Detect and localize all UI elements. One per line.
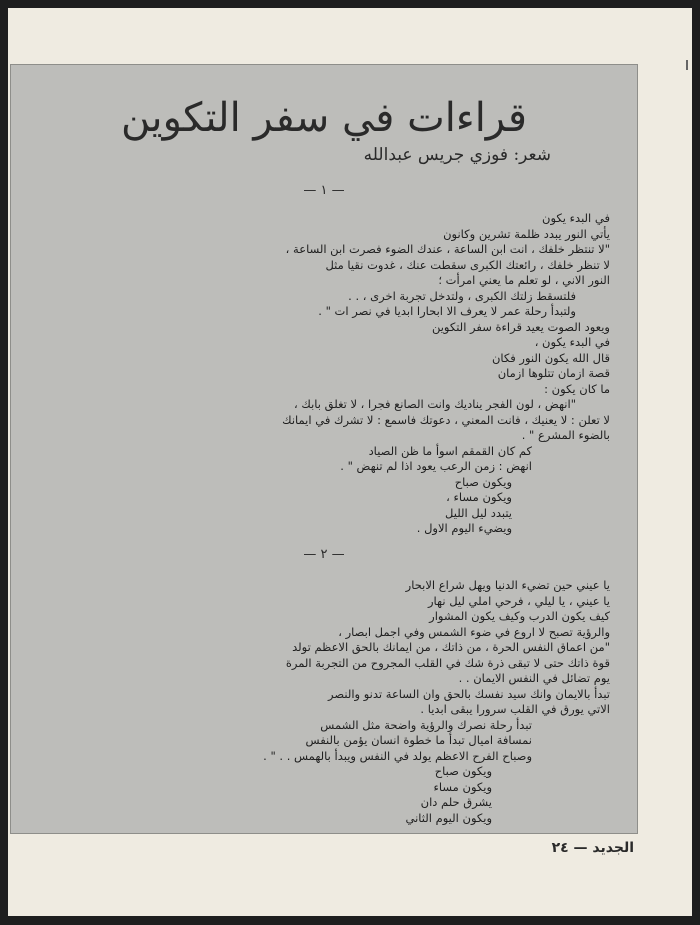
verse-line: "انهض ، لون الفجر يناديك وانت الصانع فجرا ، لا تغلق بابك ، bbox=[294, 397, 576, 411]
poem-byline: شعر: فوزي جريس عبدالله bbox=[363, 145, 551, 165]
verse-line: ويكون اليوم الثاني bbox=[405, 810, 492, 825]
verse-line: ويكون صباح bbox=[454, 474, 512, 489]
footer-separator: — bbox=[573, 840, 588, 856]
verse-line: والرؤية تصبح لا اروع في ضوء الشمس وفي اجمل ابصار ، bbox=[338, 624, 610, 639]
verse-line: ويكون مساء ، bbox=[446, 490, 512, 504]
verse-line: ولتبدأ رحلة عمر لا يعرف الا ابحارا ابديا في نصر ات " . bbox=[318, 304, 576, 318]
page-edge-mark bbox=[686, 60, 688, 70]
verse-line: يشرق حلم دان bbox=[420, 795, 492, 809]
section-1-verse bbox=[282, 211, 610, 537]
verse-line: "لا تنتظر خلفك ، انت ابن الساعة ، عندك الضوء فصرت ابن الساعة ، bbox=[285, 242, 610, 256]
verse-line: ويكون مساء bbox=[433, 779, 492, 794]
verse-line: لا تعلن : لا يعنيك ، فانت المعني ، دعوتك فاسمع : لا تشرك في ايمانك bbox=[282, 412, 610, 427]
verse-line: الاتي يورق في القلب سرورا يبقى ابديا . bbox=[420, 702, 610, 716]
verse-line: لا تنظر خلفك ، رائعتك الكبرى سقطت عنك ، غدوت نقيا مثل bbox=[325, 257, 610, 272]
verse-line: فلتسقط زلتك الكبرى ، ولتدخل تجربة اخرى ، . . bbox=[348, 288, 576, 303]
verse-line: النور الاني ، لو تعلم ما يعني امرأت ؛ bbox=[438, 273, 610, 287]
section-2-verse bbox=[263, 578, 610, 826]
section-marker-1: — ١ — bbox=[303, 183, 345, 198]
verse-line: تبدأ رحلة نصرك والرؤية واضحة مثل الشمس bbox=[320, 717, 532, 732]
verse-line: ويضيء اليوم الاول . bbox=[416, 521, 512, 535]
page-footer bbox=[552, 840, 634, 856]
verse-line: يا عيني حين تضيء الدنيا ويهل شراع الابحار bbox=[405, 578, 610, 592]
verse-line: كيف يكون الدرب وكيف يكون المشوار bbox=[429, 609, 610, 623]
verse-line: ما كان يكون : bbox=[544, 381, 610, 396]
page-number: ٢٤ bbox=[551, 840, 569, 856]
verse-line: بالضوء المشرع " . bbox=[521, 428, 610, 442]
verse-line: في البدء يكون bbox=[542, 211, 610, 225]
verse-line: قال الله يكون النور فكان bbox=[491, 350, 610, 365]
poem-panel bbox=[10, 64, 638, 834]
magazine-name: الجديد bbox=[592, 840, 634, 856]
verse-line: يوم تضائل في النفس الايمان . . bbox=[458, 671, 610, 685]
verse-line: وصباح الفرح الاعظم يولد في النفس ويبدأ بالهمس . . " . bbox=[263, 748, 532, 763]
verse-line: يأتي النور يبدد ظلمة تشرين وكانون bbox=[443, 226, 610, 241]
section-marker-2: — ٢ — bbox=[303, 547, 345, 562]
verse-line: تبدأ بالايمان وانك سيد نفسك بالحق وان الساعة تدنو والنصر bbox=[328, 686, 610, 701]
verse-line: قصة ازمان تتلوها ازمان bbox=[497, 366, 610, 380]
verse-line: "من اعماق النفس الحرة ، من ذاتك ، من ايمانك بالحق الاعظم تولد bbox=[292, 640, 610, 654]
verse-line: انهض : زمن الرعب يعود اذا لم تنهض " . bbox=[340, 459, 532, 473]
verse-line: يتبدد ليل الليل bbox=[445, 505, 512, 520]
verse-line: كم كان القمقم اسوأ ما ظن الصياد bbox=[368, 443, 532, 458]
verse-line: ويعود الصوت يعيد قراءة سفر التكوين bbox=[431, 319, 610, 334]
verse-line: قوة ذاتك حتى لا تبقى ذرة شك في القلب المجروح من التجربة المرة bbox=[285, 655, 610, 670]
verse-line: نمسافة اميال تبدأ ما خطوة انسان يؤمن بالنفس bbox=[305, 733, 532, 747]
poem-title: قراءات في سفر التكوين bbox=[120, 95, 527, 141]
verse-line: ويكون صباح bbox=[434, 764, 492, 778]
verse-line: في البدء يكون ، bbox=[534, 335, 610, 349]
magazine-page bbox=[8, 8, 692, 916]
verse-line: يا عيني ، يا ليلي ، فرحي املي ليل نهار bbox=[427, 593, 610, 608]
